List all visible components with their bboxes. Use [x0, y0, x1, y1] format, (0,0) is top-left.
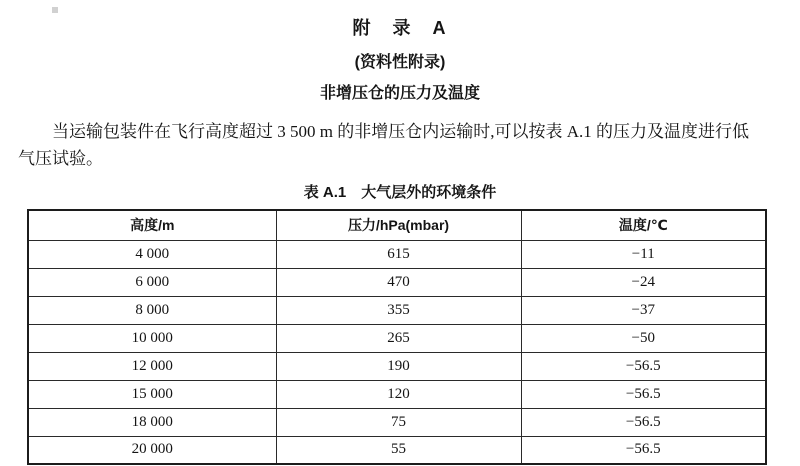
cell-altitude: 10 000 [28, 324, 276, 352]
cell-pressure: 120 [276, 380, 521, 408]
cell-altitude: 20 000 [28, 436, 276, 464]
cell-pressure: 75 [276, 408, 521, 436]
table-row [28, 408, 766, 436]
cell-pressure: 470 [276, 268, 521, 296]
appendix-type-heading: (资料性附录) [354, 54, 446, 71]
appendix-title-block [0, 0, 800, 103]
cell-temperature: −56.5 [521, 436, 766, 464]
appendix-subject-heading: 非增压仓的压力及温度 [319, 85, 480, 102]
header-temperature: 温度/℃ [521, 210, 766, 240]
table-row [28, 240, 766, 268]
body-paragraph-line-1: 当运输包装件在飞行高度超过 3 500 m 的非增压仓内运输时,可以按表 A.1 的压力及温度进行低 [52, 122, 749, 141]
cell-temperature: −56.5 [521, 408, 766, 436]
cell-pressure: 265 [276, 324, 521, 352]
table-row [28, 380, 766, 408]
table-row [28, 352, 766, 380]
cell-temperature: −11 [521, 240, 766, 268]
cell-altitude: 18 000 [28, 408, 276, 436]
cell-altitude: 12 000 [28, 352, 276, 380]
cell-altitude: 6 000 [28, 268, 276, 296]
cell-temperature: −24 [521, 268, 766, 296]
table-caption: 表 A.1 大气层外的环境条件 [303, 184, 497, 201]
scan-artifact [52, 7, 58, 13]
header-altitude: 高度/m [28, 210, 276, 240]
cell-temperature: −50 [521, 324, 766, 352]
appendix-heading: 附 录 A [352, 18, 448, 38]
table-row [28, 324, 766, 352]
table-row [28, 296, 766, 324]
cell-temperature: −56.5 [521, 352, 766, 380]
body-paragraph [0, 118, 800, 172]
cell-altitude: 4 000 [28, 240, 276, 268]
cell-pressure: 355 [276, 296, 521, 324]
cell-temperature: −37 [521, 296, 766, 324]
cell-temperature: −56.5 [521, 380, 766, 408]
table-header-row [28, 210, 766, 240]
cell-altitude: 15 000 [28, 380, 276, 408]
cell-pressure: 190 [276, 352, 521, 380]
table-row [28, 268, 766, 296]
cell-altitude: 8 000 [28, 296, 276, 324]
environment-conditions-table [27, 209, 767, 465]
cell-pressure: 55 [276, 436, 521, 464]
cell-pressure: 615 [276, 240, 521, 268]
table-row [28, 436, 766, 464]
header-pressure: 压力/hPa(mbar) [276, 210, 521, 240]
body-paragraph-line-2: 气压试验。 [18, 149, 103, 168]
